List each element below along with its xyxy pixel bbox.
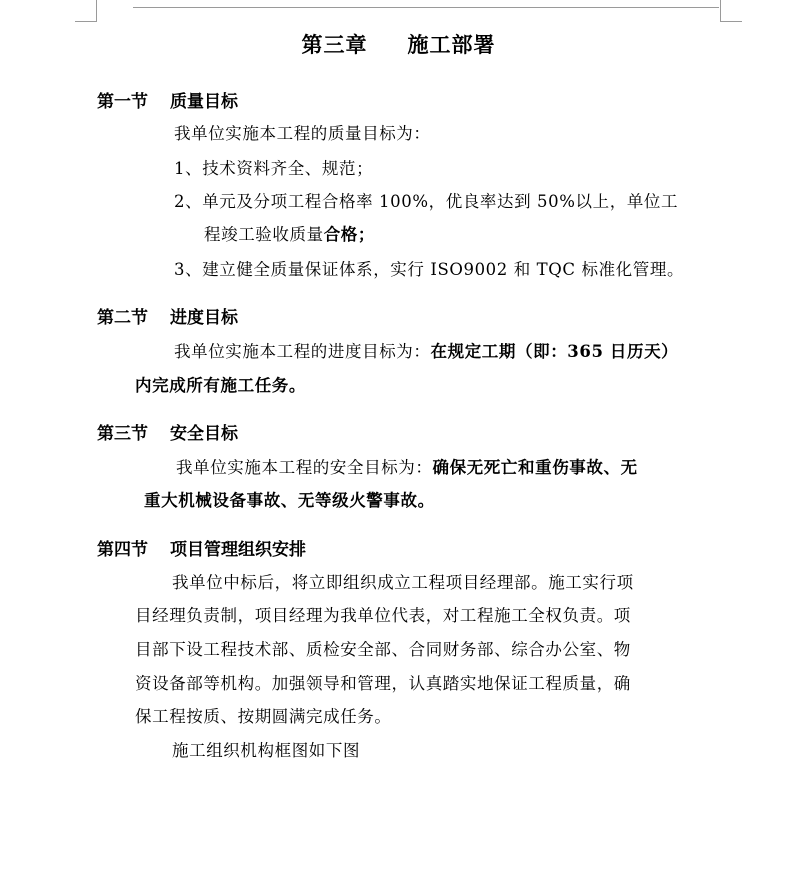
section-heading-3: 第三节 安全目标 — [97, 424, 238, 444]
paragraph-org-chart-ref: 施工组织机构框图如下图 — [172, 741, 361, 760]
paragraph-schedule-line2: 内完成所有施工任务。 — [135, 376, 306, 395]
crop-mark-right-v — [720, 0, 721, 22]
paragraph-org-line3: 目部下设工程技术部、质检安全部、合同财务部、综合办公室、物 — [135, 640, 631, 659]
header-rule — [133, 7, 719, 8]
paragraph-quality-intro: 我单位实施本工程的质量目标为： — [174, 124, 431, 143]
paragraph-safety-line2: 重大机械设备事故、无等级火警事故。 — [144, 491, 435, 510]
list-item-quality-1: 1、技术资料齐全、规范； — [174, 159, 374, 178]
crop-mark-left-v — [96, 0, 97, 22]
crop-mark-left-h — [75, 21, 97, 22]
paragraph-org-line5: 保工程按质、按期圆满完成任务。 — [135, 707, 392, 726]
list-item-quality-2: 2、单元及分项工程合格率 100%，优良率达到 50%以上，单位工 — [174, 192, 679, 211]
chapter-heading — [0, 29, 797, 59]
chapter-title: 施工部署 — [407, 32, 496, 57]
section-heading-4: 第四节 项目管理组织安排 — [97, 540, 306, 560]
paragraph-org-line1: 我单位中标后，将立即组织成立工程项目经理部。施工实行项 — [172, 573, 634, 592]
list-item-quality-3: 3、建立健全质量保证体系，实行 ISO9002 和 TQC 标准化管理。 — [174, 260, 685, 279]
paragraph-safety-line1: 我单位实施本工程的安全目标为：确保无死亡和重伤事故、无 — [176, 458, 638, 477]
section-heading-2: 第二节 进度目标 — [97, 308, 238, 328]
paragraph-schedule-line1: 我单位实施本工程的进度目标为：在规定工期（即：365 日历天） — [174, 342, 679, 361]
chapter-number: 第三章 — [301, 32, 368, 57]
paragraph-org-line2: 目经理负责制，项目经理为我单位代表，对工程施工全权负责。项 — [135, 606, 631, 625]
list-item-quality-2-cont: 程竣工验收质量合格； — [204, 225, 376, 244]
crop-mark-right-h — [720, 21, 742, 22]
paragraph-org-line4: 资设备部等机构。加强领导和管理，认真踏实地保证工程质量，确 — [135, 674, 631, 693]
section-heading-1: 第一节 质量目标 — [97, 92, 238, 112]
